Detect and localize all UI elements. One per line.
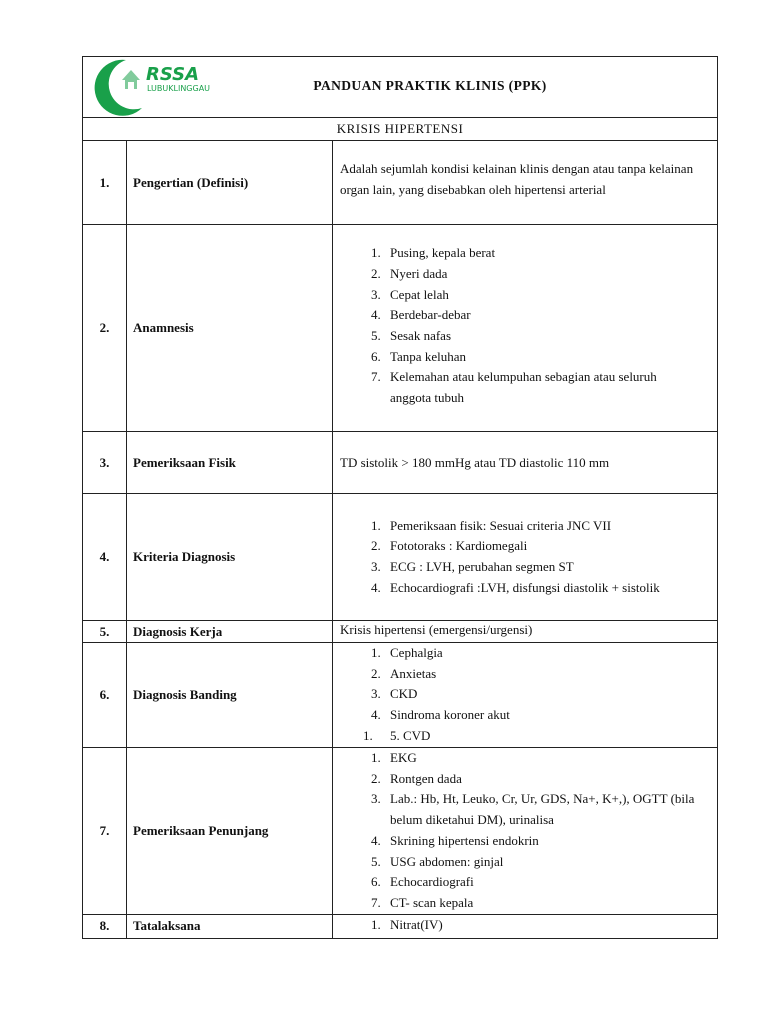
section-text: Krisis hipertensi (emergensi/urgensi) xyxy=(333,621,718,643)
differential-diagnosis-list xyxy=(340,643,717,726)
list-item: 5. CVD xyxy=(390,727,431,743)
section-number: 8. xyxy=(83,914,127,938)
diagnosis-criteria-list xyxy=(340,516,717,599)
list-item: 4. Echocardiografi :LVH, disfungsi diastolik + sistolik xyxy=(384,578,717,599)
section-text: TD sistolik > 180 mmHg atau TD diastolic 110 mm xyxy=(333,432,718,494)
list-item: 3. CKD xyxy=(384,684,717,705)
section-label: Anamnesis xyxy=(127,225,333,432)
section-label: Pemeriksaan Penunjang xyxy=(127,748,333,915)
section-row xyxy=(83,225,718,432)
section-number: 6. xyxy=(83,643,127,748)
section-row xyxy=(83,141,718,225)
list-item: 2. Anxietas xyxy=(384,664,717,685)
ppk-document xyxy=(82,56,717,939)
section-number: 3. xyxy=(83,432,127,494)
ppk-table xyxy=(82,56,718,939)
topic-title: KRISIS HIPERTENSI xyxy=(83,118,718,141)
list-item: 1. Nitrat(IV) xyxy=(384,915,717,936)
document-title: PANDUAN PRAKTIK KLINIS (PPK) xyxy=(313,78,547,93)
list-item-marker: 1. xyxy=(363,727,373,743)
list-item: 5. USG abdomen: ginjal xyxy=(384,852,717,873)
list-item-extra xyxy=(340,726,717,747)
list-item: 2. Rontgen dada xyxy=(384,769,717,790)
logo-name: RSSA xyxy=(146,64,200,85)
section-number: 4. xyxy=(83,494,127,621)
logo-subtitle: LUBUKLINGGAU xyxy=(147,84,211,93)
document-header xyxy=(83,57,718,118)
list-item: 6. Echocardiografi xyxy=(384,872,717,893)
list-item: 1. Pusing, kepala berat xyxy=(384,243,717,264)
list-item: 3. Lab.: Hb, Ht, Leuko, Cr, Ur, GDS, Na+, K+,), OGTT (bila belum diketahui DM), urinalisa xyxy=(384,789,717,830)
section-label: Pengertian (Definisi) xyxy=(127,141,333,225)
list-item: 3. ECG : LVH, perubahan segmen ST xyxy=(384,557,717,578)
section-label: Pemeriksaan Fisik xyxy=(127,432,333,494)
section-row xyxy=(83,643,718,748)
list-item: 4. Berdebar-debar xyxy=(384,305,717,326)
list-item: 1. Pemeriksaan fisik: Sesuai criteria JNC VII xyxy=(384,516,717,537)
list-item: 1. EKG xyxy=(384,748,717,769)
treatment-list xyxy=(340,915,717,936)
section-number: 1. xyxy=(83,141,127,225)
section-text: Adalah sejumlah kondisi kelainan klinis dengan atau tanpa kelainan organ lain, yang disebabkan oleh hipertensi arterial xyxy=(340,161,694,197)
list-item: 2. Fototoraks : Kardiomegali xyxy=(384,536,717,557)
section-row xyxy=(83,494,718,621)
section-row xyxy=(83,432,718,494)
list-item: 4. Sindroma koroner akut xyxy=(384,705,717,726)
section-number: 2. xyxy=(83,225,127,432)
section-label: Tatalaksana xyxy=(127,914,333,938)
section-number: 7. xyxy=(83,748,127,915)
list-item: 6. Tanpa keluhan xyxy=(384,347,717,368)
list-item: 1. Cephalgia xyxy=(384,643,717,664)
section-row xyxy=(83,621,718,643)
list-item: 7. Kelemahan atau kelumpuhan sebagian atau seluruh anggota tubuh xyxy=(384,367,717,408)
supporting-exam-list xyxy=(340,748,717,914)
section-label: Diagnosis Banding xyxy=(127,643,333,748)
section-label: Diagnosis Kerja xyxy=(127,621,333,643)
section-label: Kriteria Diagnosis xyxy=(127,494,333,621)
section-number: 5. xyxy=(83,621,127,643)
section-row xyxy=(83,914,718,938)
list-item: 3. Cepat lelah xyxy=(384,285,717,306)
list-item: 7. CT- scan kepala xyxy=(384,893,717,914)
list-item: 5. Sesak nafas xyxy=(384,326,717,347)
section-row xyxy=(83,748,718,915)
anamnesis-list xyxy=(340,235,717,421)
list-item: 4. Skrining hipertensi endokrin xyxy=(384,831,717,852)
list-item: 2. Nyeri dada xyxy=(384,264,717,285)
